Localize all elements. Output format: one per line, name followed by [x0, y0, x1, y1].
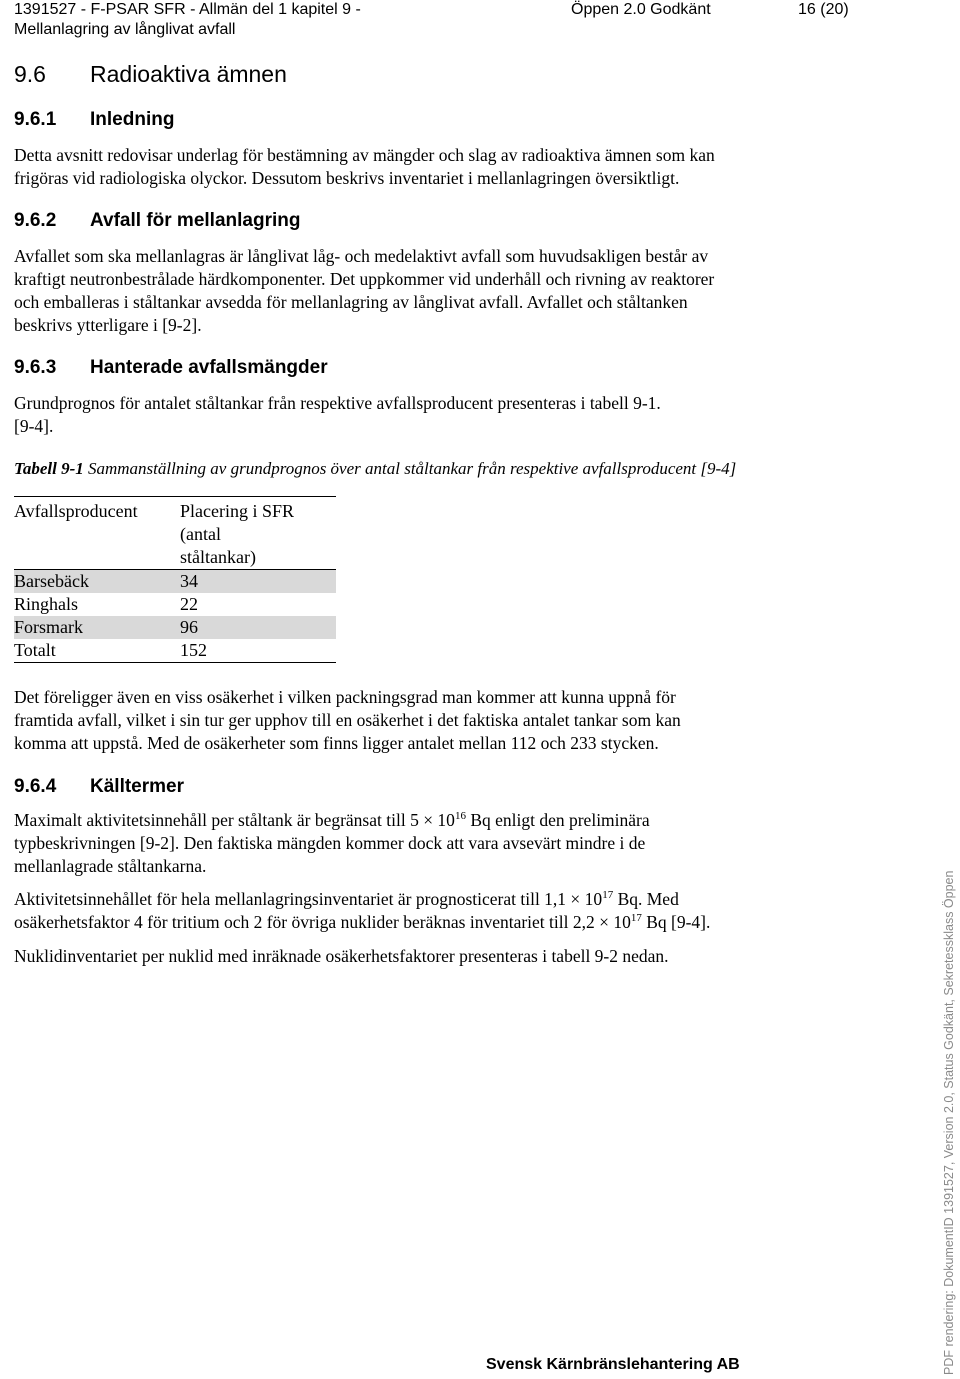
waste-producer-table — [14, 496, 336, 663]
text-line: Detta avsnitt redovisar underlag för bestämning av mängder och slag av radioaktiva ämnen som kan — [14, 145, 715, 165]
text-line — [14, 888, 844, 911]
cell-producer: Forsmark — [14, 616, 180, 639]
text-line: [9-4]. — [14, 416, 54, 436]
text-line: kraftigt neutronbestrålade härdkomponenter. Det uppkommer vid underhåll och rivning av reaktorer — [14, 269, 715, 289]
subsection-number: 9.6.1 — [14, 109, 57, 130]
section-heading — [14, 61, 287, 88]
table-header-row — [14, 497, 336, 570]
text-line: Grundprognos för antalet ståltankar från respektive avfallsproducent presenteras i tabell 9-1. — [14, 393, 661, 413]
cell-count: 96 — [180, 616, 336, 639]
header-doc-line1: 1391527 - F-PSAR SFR - Allmän del 1 kapitel 9 - — [14, 1, 361, 18]
paragraph-inventory — [14, 888, 844, 934]
text-span: Bq enligt den preliminära — [465, 810, 650, 830]
section-number: 9.6 — [14, 61, 46, 87]
text-line: typbeskrivningen [9-2]. Den faktiska mängden kommer dock att vara avsevärt mindre i de — [14, 833, 646, 853]
exponent: 17 — [602, 889, 614, 901]
exponent: 17 — [630, 912, 642, 924]
cell-producer: Totalt — [14, 640, 56, 660]
header-line: (antal — [180, 524, 221, 544]
table-caption-label: Tabell 9-1 — [14, 459, 84, 478]
paragraph-inledning — [14, 144, 844, 190]
text-line: beskrivs ytterligare i [9-2]. — [14, 315, 202, 335]
subsection-heading-kalltermer — [14, 776, 184, 798]
cell-count: 34 — [180, 570, 336, 594]
paragraph-avfall — [14, 245, 844, 337]
header-line: ståltankar) — [180, 547, 256, 567]
header-status: Öppen 2.0 Godkänt — [571, 1, 711, 18]
paragraph-max-activity — [14, 809, 844, 878]
text-line: Det föreligger även en viss osäkerhet i vilken packningsgrad man kommer att kunna uppnå för — [14, 687, 676, 707]
header-page-number: 16 (20) — [798, 1, 849, 18]
header-doc-line2: Mellanlagring av långlivat avfall — [14, 21, 236, 38]
subsection-heading-avfall — [14, 210, 300, 232]
paragraph-uncertainty — [14, 686, 844, 755]
text-line: komma att uppstå. Med de osäkerheter som finns ligger antalet mellan 112 och 233 stycken. — [14, 733, 659, 753]
exponent: 16 — [454, 810, 466, 822]
text-line: Nuklidinventariet per nuklid med inräknade osäkerhetsfaktorer presenteras i tabell 9-2 nedan. — [14, 946, 669, 966]
cell-count: 152 — [180, 640, 207, 660]
footer-company: Svensk Kärnbränslehantering AB — [486, 1356, 740, 1373]
text-line: frigöras vid radiologiska olyckor. Dessutom beskrivs inventariet i mellanlagringen översiktligt. — [14, 168, 680, 188]
header-line: Placering i SFR — [180, 501, 295, 521]
pdf-rendering-side-note: PDF rendering: DokumentID 1391527, Version 2.0, Status Godkänt, Sekretessklass Öppen — [942, 870, 956, 1375]
column-header-producer: Avfallsproducent — [14, 501, 138, 521]
text-line: mellanlagrade ståltankarna. — [14, 856, 207, 876]
table-caption — [14, 458, 914, 480]
subsection-heading-mangder — [14, 357, 328, 379]
text-line: Avfallet som ska mellanlagras är långlivat låg- och medelaktivt avfall som huvudsakligen består av — [14, 246, 709, 266]
text-span: Bq. Med — [613, 889, 679, 909]
text-span: Maximalt aktivitetsinnehåll per ståltank är begränsat till 5 × 10 — [14, 810, 455, 830]
text-span: osäkerhetsfaktor 4 för tritium och 2 för övriga nuklider beräknas inventariet till 2,2 × 10 — [14, 912, 631, 932]
subsection-title: Hanterade avfallsmängder — [90, 357, 328, 378]
subsection-title: Källtermer — [90, 776, 184, 797]
subsection-title: Avfall för mellanlagring — [90, 210, 301, 231]
paragraph-nuclide — [14, 945, 844, 968]
document-id-line — [14, 0, 361, 40]
cell-producer: Ringhals — [14, 594, 79, 614]
text-line — [14, 911, 844, 934]
subsection-number: 9.6.4 — [14, 776, 57, 797]
subsection-heading-inledning — [14, 109, 174, 131]
cell-count: 22 — [180, 594, 198, 614]
paragraph-mangder — [14, 392, 844, 438]
table-row — [14, 593, 336, 616]
column-header-placement — [180, 497, 336, 570]
subsection-number: 9.6.3 — [14, 357, 57, 378]
table-row — [14, 639, 336, 663]
cell-producer: Barsebäck — [14, 570, 180, 594]
text-span: Aktivitetsinnehållet för hela mellanlagringsinventariet är prognosticerat till 1,1 × 10 — [14, 889, 603, 909]
text-line — [14, 809, 844, 832]
subsection-title: Inledning — [90, 109, 175, 130]
text-line: framtida avfall, vilket i sin tur ger upphov till en osäkerhet i det faktiska antalet tankar som kan — [14, 710, 681, 730]
text-line: och emballeras i ståltankar avsedda för mellanlagring av långlivat avfall. Avfallet och ståltanken — [14, 292, 688, 312]
section-title: Radioaktiva ämnen — [90, 61, 287, 87]
table-row — [14, 616, 336, 639]
text-span: Bq [9-4]. — [641, 912, 711, 932]
table-caption-text: Sammanställning av grundprognos över antal ståltankar från respektive avfallsproducent [9-4] — [83, 459, 737, 478]
subsection-number: 9.6.2 — [14, 210, 57, 231]
table-row — [14, 570, 336, 594]
